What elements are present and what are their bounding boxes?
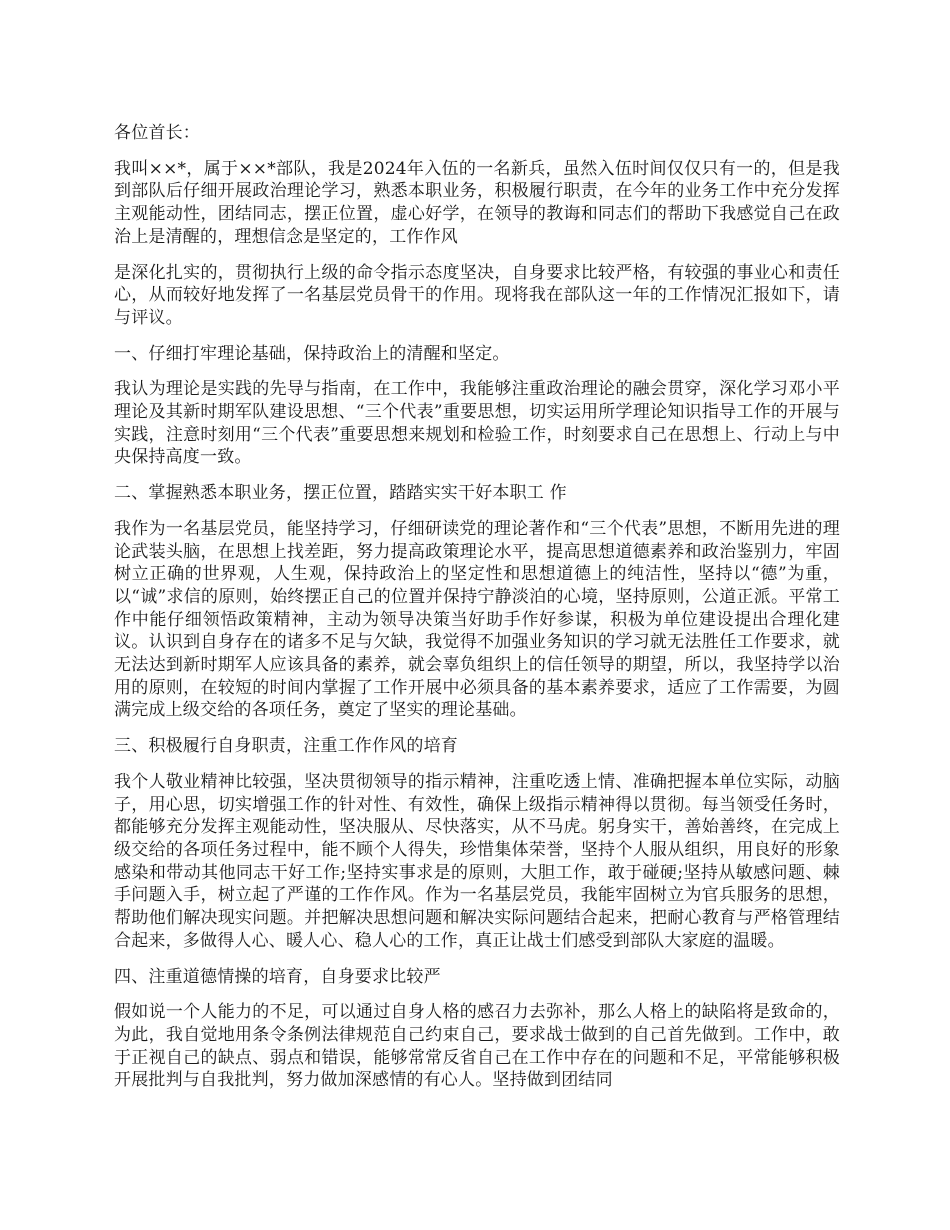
section-4-body: 假如说一个人能力的不足，可以通过自身人格的感召力去弥补，那么人格上的缺陷将是致命的，为此，我自觉地用条令条例法律规范自己约束自己，要求战士做到的自己首先做到。工作中，敢于正视自己的缺点、弱点和错误，能够常常反省自己在工作中存在的问题和不足，平常能够积极开展批判与自我批判，努力做加深感情的有心人。坚持做到团结同 bbox=[114, 1002, 840, 1091]
section-3-body: 我个人敬业精神比较强，坚决贯彻领导的指示精神，注重吃透上情、准确把握本单位实际，动脑子，用心思，切实增强工作的针对性、有效性，确保上级指示精神得以贯彻。每当领受任务时，都能够充分发挥主观能动性，坚决服从、尽快落实，从不马虎。躬身实干，善始善终，在完成上级交给的各项任务过程中，能不顾个人得失，珍惜集体荣誉，坚持个人服从组织，用良好的形象感染和带动其他同志干好工作;坚持实事求是的原则，大胆工作，敢于碰硬;坚持从敏感问题、棘手问题入手，树立起了严谨的工作作风。作为一名基层党员，我能牢固树立为官兵服务的思想，帮助他们解决现实问题。并把解决思想问题和解决实际问题结合起来，把耐心教育与严格管理结合起来，多做得人心、暖人心、稳人心的工作，真正让战士们感受到部队大家庭的温暖。 bbox=[114, 771, 840, 951]
section-2-heading: 二、掌握熟悉本职业务，摆正位置，踏踏实实干好本职工 作 bbox=[114, 483, 567, 504]
section-3-heading: 三、积极履行自身职责，注重工作作风的培育 bbox=[114, 736, 458, 757]
section-1-body: 我认为理论是实践的先导与指南，在工作中，我能够注重政治理论的融会贯穿，深化学习邓小平理论及其新时期军队建设思想、“三个代表”重要思想，切实运用所学理论知识指导工作的开展与实践，注意时刻用“三个代表”重要思想来规划和检验工作，时刻要求自己在思想上、行动上与中央保持高度一致。 bbox=[114, 379, 840, 468]
section-4-heading: 四、注重道德情操的培育，自身要求比较严 bbox=[114, 966, 441, 987]
intro-paragraph-1: 我叫××*，属于××*部队，我是2024年入伍的一名新兵，虽然入伍时间仅仅只有一的，但是我到部队后仔细开展政治理论学习，熟悉本职业务，积极履行职责，在今年的业务工作中充分发挥主观能动性，团结同志，摆正位置，虚心好学，在领导的教诲和同志们的帮助下我感觉自己在政治上是清醒的，理想信念是坚定的，工作作风 bbox=[114, 158, 840, 247]
salutation: 各位首长： bbox=[114, 123, 200, 143]
document-body bbox=[114, 122, 840, 1105]
section-2-body: 我作为一名基层党员，能坚持学习，仔细研读党的理论著作和“三个代表”思想，不断用先进的理论武装头脑，在思想上找差距，努力提高政策理论水平，提高思想道德素养和政治鉴别力，牢固树立正确的世界观，人生观，保持政治上的坚定性和思想道德上的纯洁性，坚持以“德”为重，以“诚”求信的原则，始终摆正自己的位置并保持宁静淡泊的心境，坚持原则，公道正派。平常工作中能仔细领悟政策精神，主动为领导决策当好助手作好参谋，积极为单位建设提出合理化建议。认识到自身存在的诸多不足与欠缺，我觉得不加强业务知识的学习就无法胜任工作要求，就无法达到新时期军人应该具备的素养，就会辜负组织上的信任领导的期望，所以，我坚持学以治用的原则，在较短的时间内掌握了工作开展中必须具备的基本素养要求，适应了工作需要，为圆满完成上级交给的各项任务，奠定了坚实的理论基础。 bbox=[114, 518, 840, 721]
intro-paragraph-2: 是深化扎实的，贯彻执行上级的命令指示态度坚决，自身要求比较严格，有较强的事业心和责任心，从而较好地发挥了一名基层党员骨干的作用。现将我在部队这一年的工作情况汇报如下，请与评议。 bbox=[114, 262, 840, 328]
section-1-heading: 一、仔细打牢理论基础，保持政治上的清醒和坚定。 bbox=[114, 343, 510, 364]
